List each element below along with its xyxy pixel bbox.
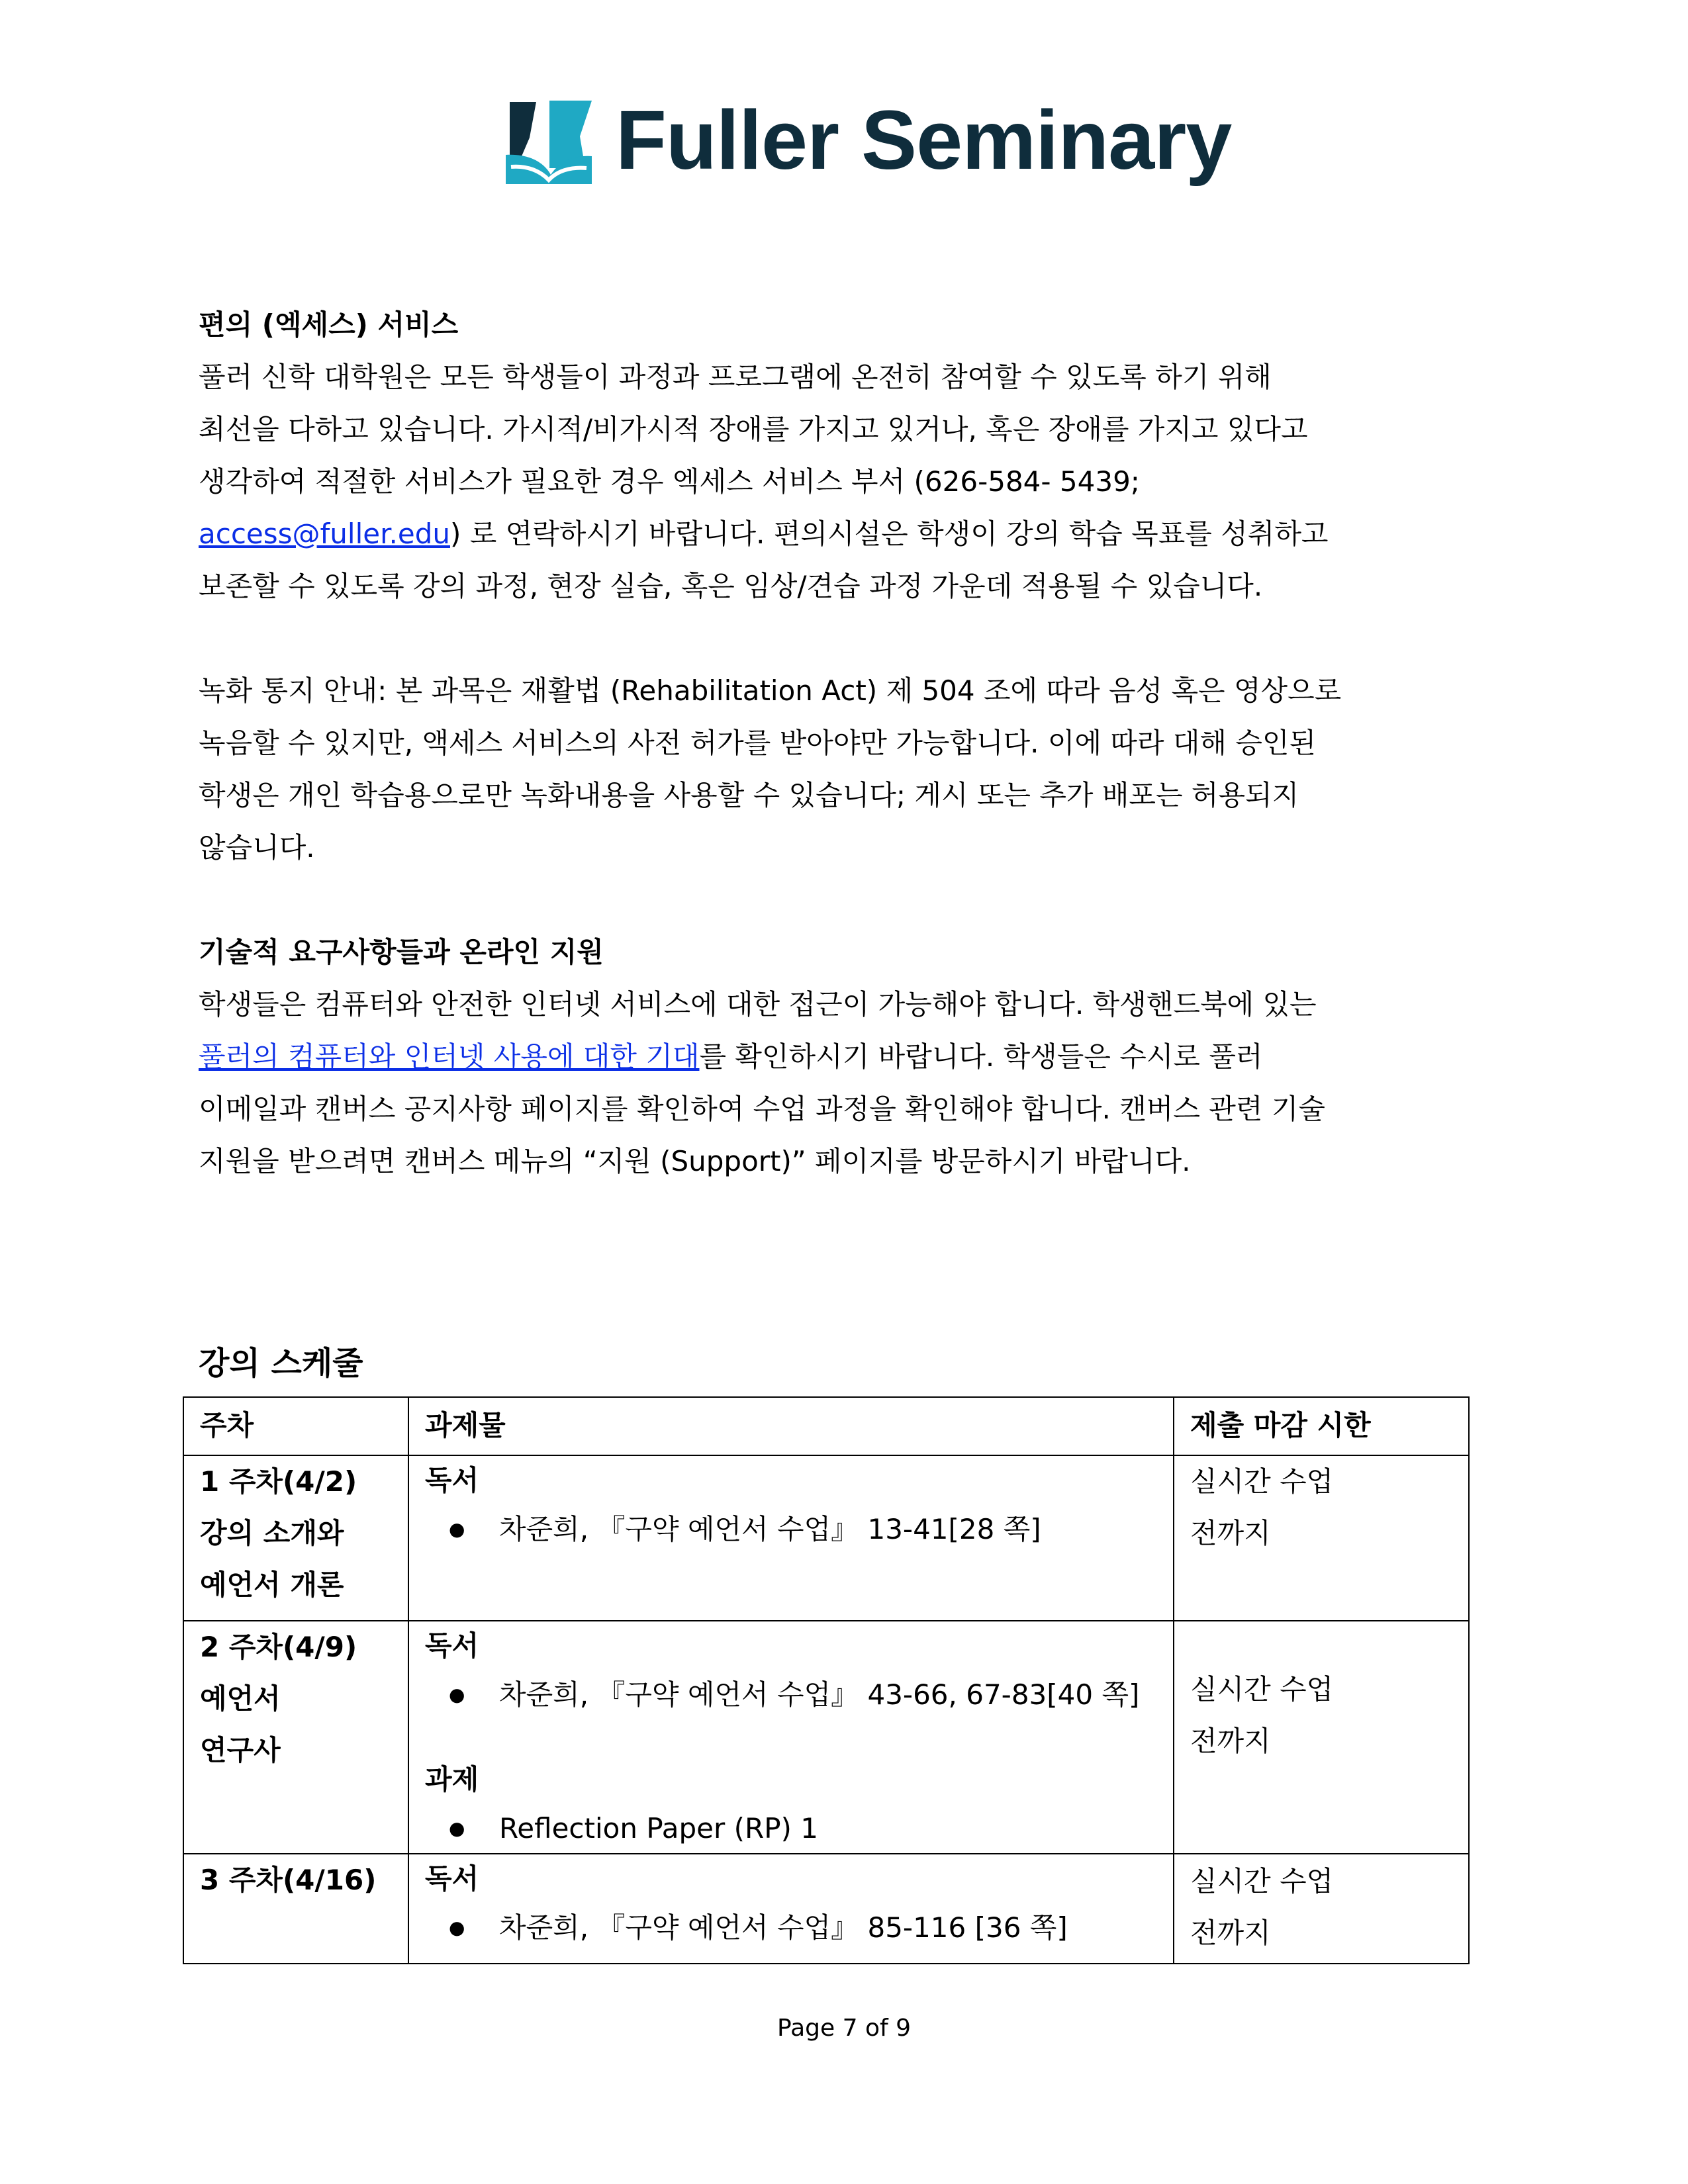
assignment-cell (408, 1455, 1174, 1621)
access-email-link[interactable]: access@fuller.edu (199, 518, 450, 550)
table-row (183, 1854, 1469, 1964)
list-item: ● 차준희, 『구약 예언서 수업』 85-116 [36 쪽] (499, 1903, 1157, 1952)
paragraph-line: 풀러 신학 대학원은 모든 학생들이 과정과 프로그램에 온전히 참여할 수 있도록 하기 위해 (199, 361, 1272, 393)
reading-label: 독서 (425, 1862, 479, 1895)
reading-list (425, 1903, 1157, 1952)
paragraph-line: 최선을 다하고 있습니다. 가시적/비가시적 장애를 가지고 있거나, 혹은 장애를 가지고 있다고 (199, 413, 1308, 445)
week-label: 1 주차(4/2) (200, 1465, 357, 1498)
week-label: 2 주차(4/9) (200, 1631, 357, 1663)
paragraph-line: 지원을 받으려면 캔버스 메뉴의 “지원 (Support)” 페이지를 방문하시기 바랍니다. (199, 1145, 1191, 1177)
list-item: ● 차준희, 『구약 예언서 수업』 13-41[28 쪽] (499, 1505, 1157, 1554)
week-label: 3 주차(4/16) (200, 1864, 377, 1896)
assignment-cell (408, 1621, 1174, 1854)
paragraph-line: 않습니다. (199, 831, 315, 864)
column-header-due: 제출 마감 시한 (1174, 1397, 1469, 1455)
paragraph-line: 학생은 개인 학습용으로만 녹화내용을 사용할 수 있습니다; 게시 또는 추가 배포는 허용되지 (199, 779, 1299, 811)
recording-notice-section (199, 664, 1496, 874)
due-text: 실시간 수업 (1190, 1673, 1334, 1706)
computer-expectations-link[interactable]: 풀러의 컴퓨터와 인터넷 사용에 대한 기대 (199, 1040, 700, 1073)
paragraph-line: 이메일과 캔버스 공지사항 페이지를 확인하여 수업 과정을 확인해야 합니다. 캔버스 관련 기술 (199, 1093, 1325, 1125)
column-header-assignments: 과제물 (408, 1397, 1174, 1455)
paragraph-line: 녹음할 수 있지만, 액세스 서비스의 사전 허가를 받아야만 가능합니다. 이에 따라 대해 승인된 (199, 727, 1317, 759)
access-services-title: 편의 (엑세스) 서비스 (199, 308, 459, 341)
schedule-table (183, 1396, 1470, 1964)
paragraph-text: 를 확인하시기 바랍니다. 학생들은 수시로 풀러 (699, 1040, 1263, 1073)
due-text: 전까지 (1190, 1917, 1271, 1949)
reading-label: 독서 (425, 1629, 479, 1662)
due-text: 전까지 (1190, 1725, 1271, 1757)
due-cell (1174, 1854, 1469, 1964)
paragraph-line: 학생들은 컴퓨터와 안전한 인터넷 서비스에 대한 접근이 가능해야 합니다. 학생핸드북에 있는 (199, 988, 1317, 1021)
paragraph-line (199, 1030, 1496, 1083)
reading-list (425, 1505, 1157, 1554)
tech-support-section (199, 927, 1496, 1187)
fuller-seminary-logo (506, 93, 1232, 187)
fuller-book-logo-icon (506, 97, 592, 184)
week-cell (183, 1854, 408, 1964)
task-list (425, 1804, 1157, 1853)
task-label: 과제 (425, 1763, 479, 1796)
due-text: 전까지 (1190, 1517, 1271, 1549)
due-text: 실시간 수업 (1190, 1465, 1334, 1498)
logo-text: Fuller Seminary (616, 93, 1232, 187)
table-row (183, 1455, 1469, 1621)
paragraph-text: ) 로 연락하시기 바랍니다. 편의시설은 학생이 강의 학습 목표를 성취하고 (450, 518, 1329, 550)
paragraph-line (199, 508, 1496, 560)
reading-label: 독서 (425, 1464, 479, 1496)
paragraph-line: 생각하여 적절한 서비스가 필요한 경우 엑세스 서비스 부서 (626-584- 5439; (199, 465, 1140, 498)
week-cell (183, 1455, 408, 1621)
tech-support-title: 기술적 요구사항들과 온라인 지원 (199, 936, 604, 968)
list-item: ● 차준희, 『구약 예언서 수업』 43-66, 67-83[40 쪽] (499, 1670, 1157, 1719)
due-text: 실시간 수업 (1190, 1865, 1334, 1897)
paragraph-line: 녹화 통지 안내: 본 과목은 재활법 (Rehabilitation Act) 제 504 조에 따라 음성 혹은 영상으로 (199, 674, 1342, 707)
assignment-cell (408, 1854, 1174, 1964)
week-topic: 연구사 (200, 1734, 281, 1766)
schedule-title: 강의 스케줄 (199, 1345, 363, 1382)
table-header-row (183, 1397, 1469, 1455)
week-topic: 예언서 개론 (200, 1569, 344, 1601)
column-header-week: 주차 (183, 1397, 408, 1455)
paragraph-line: 보존할 수 있도록 강의 과정, 현장 실습, 혹은 임상/견습 과정 가운데 적용될 수 있습니다. (199, 570, 1263, 602)
reading-list (425, 1670, 1157, 1719)
week-cell (183, 1621, 408, 1854)
table-row (183, 1621, 1469, 1854)
access-services-section (199, 299, 1496, 612)
due-cell (1174, 1455, 1469, 1621)
page-number: Page 7 of 9 (777, 2015, 911, 2042)
week-topic: 강의 소개와 (200, 1517, 344, 1549)
due-cell (1174, 1621, 1469, 1854)
week-topic: 예언서 (200, 1682, 281, 1715)
list-item: ● Reflection Paper (RP) 1 (499, 1804, 1157, 1853)
